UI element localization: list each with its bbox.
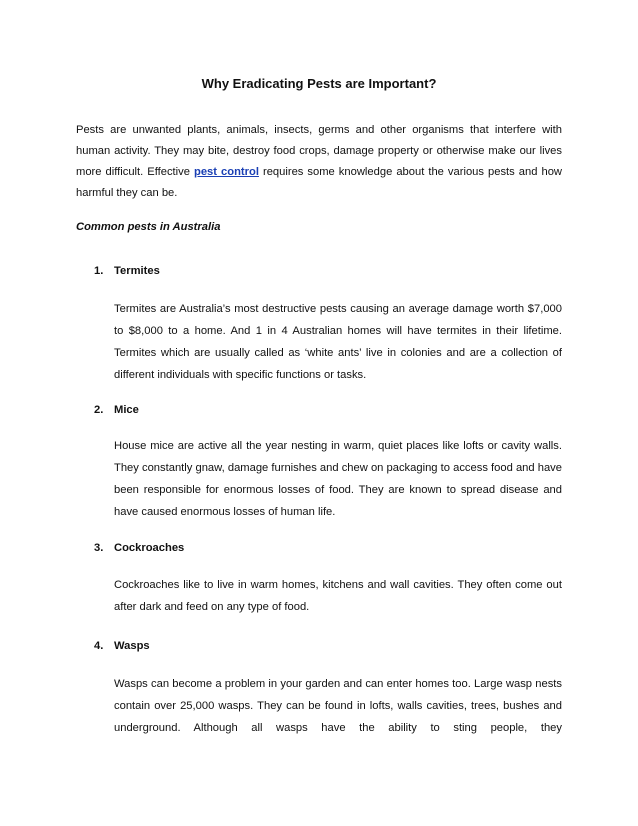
section-heading: Common pests in Australia: [76, 221, 221, 233]
list-item-number: 1.: [94, 265, 104, 277]
list-item-heading-cockroaches: [94, 539, 184, 557]
intro-text-before-link: Pests are unwanted plants, animals, insects, germs and other organisms that interfere with human activity. They may bite, destroy food crops, damage property or otherwise make our lives more difficult. Effective: [76, 124, 562, 178]
list-item-number: 2.: [94, 404, 104, 416]
list-item-title: Mice: [114, 404, 139, 416]
list-item-heading-wasps: [94, 637, 150, 655]
list-item-body-wasps: Wasps can become a problem in your garden and can enter homes too. Large wasp nests contain over 25,000 wasps. They can be found in lofts, walls cavities, trees, bushes and underground. Although all wasps have the ability to sting people, they: [114, 678, 562, 734]
list-item-number: 3.: [94, 542, 104, 554]
list-item-heading-termites: [94, 262, 160, 280]
list-item-body-cockroaches: Cockroaches like to live in warm homes, kitchens and wall cavities. They often come out after dark and feed on any type of food.: [114, 579, 562, 613]
intro-paragraph: [76, 120, 562, 204]
list-item-body-termites: Termites are Australia’s most destructive pests causing an average damage worth $7,000 to $8,000 to a home. And 1 in 4 Australian homes will have termites in their lifetime. Termites which are usually called as ‘white ants’ live in colonies and are a collection of different individuals with specific functions or tasks.: [114, 303, 562, 381]
list-item-title: Termites: [114, 265, 160, 277]
page-title: Why Eradicating Pests are Important?: [201, 76, 437, 91]
list-item-heading-mice: [94, 401, 139, 419]
list-item-title: Cockroaches: [114, 542, 185, 554]
list-item-body-mice: House mice are active all the year nesting in warm, quiet places like lofts or cavity walls. They constantly gnaw, damage furnishes and chew on packaging to access food and have been responsible for enormous losses of food. They are known to spread disease and have caused enormous losses of human life.: [114, 440, 562, 518]
list-item-number: 4.: [94, 640, 104, 652]
intro-text-after-link: requires some knowledge about the various pests and how harmful they can be.: [76, 166, 562, 199]
pest-control-link[interactable]: pest control: [194, 166, 259, 178]
list-item-title: Wasps: [114, 640, 150, 652]
